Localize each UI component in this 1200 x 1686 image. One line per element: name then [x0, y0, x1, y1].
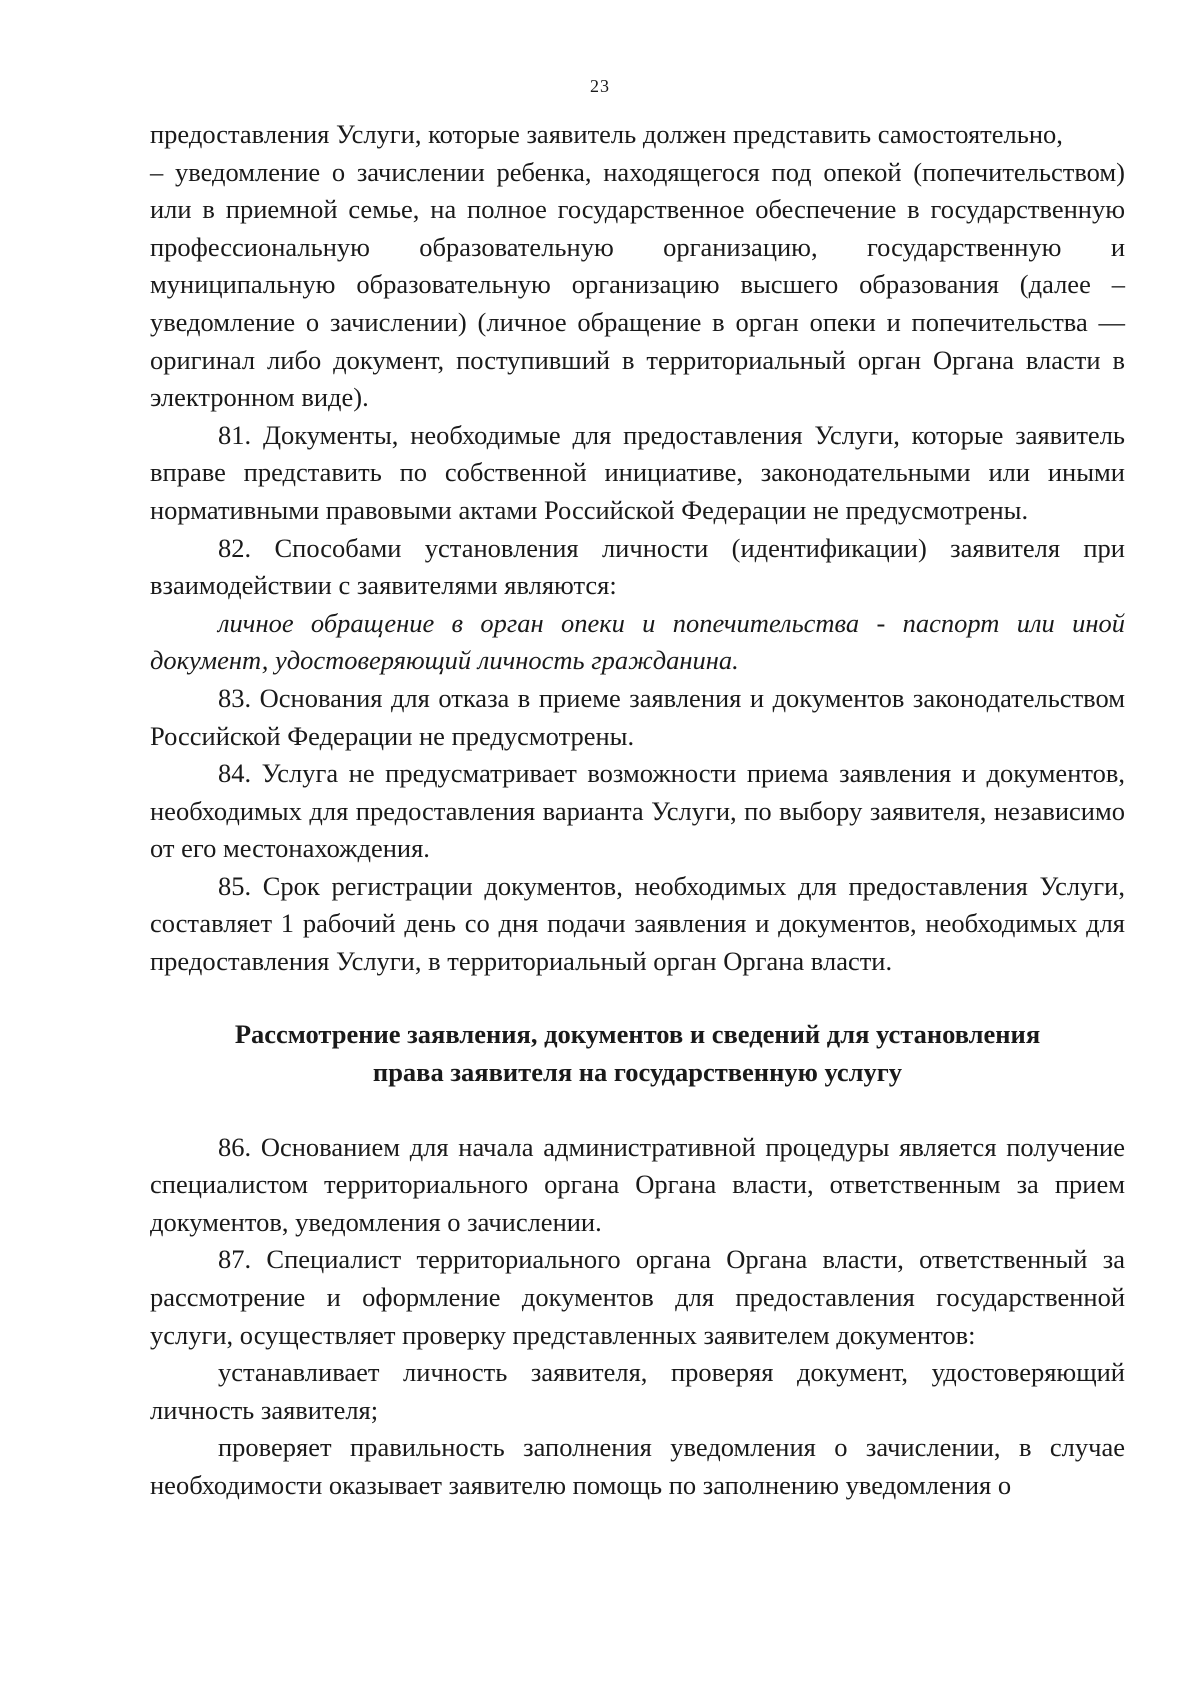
paragraph-86: 86. Основанием для начала административной процедуры является получение специалистом территориального органа Органа власти, ответственным за прием документов, уведомления о зачислении.: [150, 1131, 1125, 1237]
section-top-paragraphs: [150, 116, 1125, 981]
section-heading-line-2: права заявителя на государственную услугу: [372, 1056, 903, 1087]
paragraph-83: 83. Основания для отказа в приеме заявления и документов законодательством Российской Федерации не предусмотрены.: [150, 682, 1125, 751]
paragraph-87: 87. Специалист территориального органа Органа власти, ответственный за рассмотрение и оформление документов для предоставления государственной услуги, осуществляет проверку представленных заявителем документов:: [150, 1244, 1125, 1350]
paragraph-82-personal-appeal: личное обращение в орган опеки и попечительства - паспорт или иной документ, удостоверяющий личность гражданина.: [150, 607, 1125, 676]
paragraph-85: 85. Срок регистрации документов, необходимых для предоставления Услуги, составляет 1 рабочий день со дня подачи заявления и документов, необходимых для предоставления Услуги, в территориальный орган Органа власти.: [150, 870, 1125, 977]
paragraph-81: 81. Документы, необходимые для предоставления Услуги, которые заявитель вправе представить по собственной инициативе, законодательными или иными нормативными правовыми актами Российской Федерации не предусмотрены.: [150, 419, 1125, 525]
page-number: 23: [590, 76, 610, 96]
section-bottom-paragraphs: [150, 1129, 1125, 1505]
paragraph-continuation: предоставления Услуги, которые заявитель должен представить самостоятельно,: [150, 119, 1063, 149]
section-heading-line-1: Рассмотрение заявления, документов и сведений для установления: [234, 1018, 1041, 1049]
section-heading: [150, 1015, 1125, 1091]
paragraph-84: 84. Услуга не предусматривает возможности приема заявления и документов, необходимых для предоставления варианта Услуги, по выбору заявителя, независимо от его местонахождения.: [150, 758, 1125, 864]
page-body: [150, 116, 1125, 1505]
paragraph-notification-item: – уведомление о зачислении ребенка, находящегося под опекой (попечительством) или в приемной семье, на полное государственное обеспечение в государственную профессиональную образовательную организацию, государственную и муниципальную образовательную организацию высшего образования (далее – уведомление о зачислении) (личное обращение в орган опеки и попечительства — оригинал либо документ, поступивший в территориальный орган Органа власти в электронном виде).: [150, 156, 1125, 413]
paragraph-87-identity-check: устанавливает личность заявителя, проверяя документ, удостоверяющий личность заявителя;: [150, 1357, 1125, 1425]
paragraph-82: 82. Способами установления личности (идентификации) заявителя при взаимодействии с заявителями являются:: [150, 532, 1125, 601]
paragraph-87-form-check: проверяет правильность заполнения уведомления о зачислении, в случае необходимости оказывает заявителю помощь по заполнению уведомления о: [150, 1432, 1125, 1500]
